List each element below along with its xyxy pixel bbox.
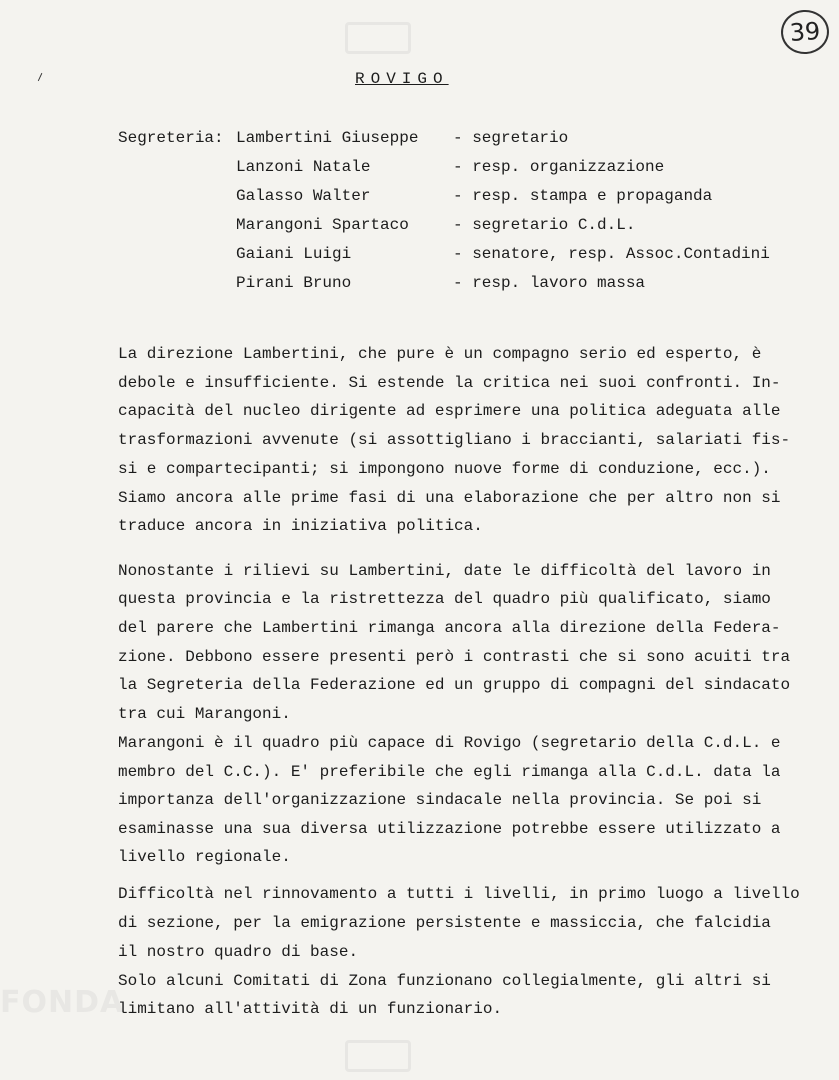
- page-number: 39: [780, 8, 831, 55]
- member-name: Marangoni Spartaco: [236, 216, 409, 234]
- paragraph-line: Marangoni è il quadro più capace di Rovigo (segretario della C.d.L. e: [118, 734, 781, 752]
- paragraph-line: limitano all'attività di un funzionario.: [118, 1000, 503, 1018]
- paragraph-line: si e compartecipanti; si impongono nuove forme di conduzione, ecc.).: [118, 460, 771, 478]
- paragraph-line: del parere che Lambertini rimanga ancora alla direzione della Federa-: [118, 619, 781, 637]
- paragraph-line: Difficoltà nel rinnovamento a tutti i livelli, in primo luogo a livello: [118, 885, 800, 903]
- secretariat-label: Segreteria:: [118, 129, 224, 147]
- paragraph-line: capacità del nucleo dirigente ad esprimere una politica adeguata alle: [118, 402, 781, 420]
- paragraph-line: questa provincia e la ristrettezza del quadro più qualificato, siamo: [118, 590, 771, 608]
- paragraph-line: il nostro quadro di base.: [118, 943, 359, 961]
- watermark-stamp-bottom: [345, 1040, 411, 1072]
- paragraph-line: esaminasse una sua diversa utilizzazione potrebbe essere utilizzato a: [118, 820, 781, 838]
- paragraph-line: livello regionale.: [118, 848, 291, 866]
- member-role: - segretario: [453, 129, 569, 147]
- member-name: Galasso Walter: [236, 187, 371, 205]
- paragraph-line: tra cui Marangoni.: [118, 705, 291, 723]
- member-role: - resp. organizzazione: [453, 158, 665, 176]
- watermark-text: FONDA: [0, 985, 125, 1020]
- paragraph-line: Nonostante i rilievi su Lambertini, date le difficoltà del lavoro in: [118, 562, 771, 580]
- paragraph-line: Solo alcuni Comitati di Zona funzionano collegialmente, gli altri si: [118, 972, 771, 990]
- paragraph-line: Siamo ancora alle prime fasi di una elaborazione che per altro non si: [118, 489, 781, 507]
- paragraph-line: importanza dell'organizzazione sindacale nella provincia. Se poi si: [118, 791, 762, 809]
- paragraph-line: la Segreteria della Federazione ed un gruppo di compagni del sindacato: [118, 676, 791, 694]
- member-role: - senatore, resp. Assoc.Contadini: [453, 245, 770, 263]
- paragraph-line: di sezione, per la emigrazione persistente e massiccia, che falcidia: [118, 914, 771, 932]
- paragraph-line: membro del C.C.). E' preferibile che egli rimanga alla C.d.L. data la: [118, 763, 781, 781]
- member-role: - segretario C.d.L.: [453, 216, 636, 234]
- member-role: - resp. stampa e propaganda: [453, 187, 713, 205]
- member-name: Lambertini Giuseppe: [236, 129, 419, 147]
- paragraph-line: traduce ancora in iniziativa politica.: [118, 517, 483, 535]
- member-name: Pirani Bruno: [236, 274, 352, 292]
- pen-mark-icon: ⸝: [31, 62, 47, 86]
- paragraph-line: zione. Debbono essere presenti però i contrasti che si sono acuiti tra: [118, 648, 791, 666]
- member-name: Lanzoni Natale: [236, 158, 371, 176]
- member-name: Gaiani Luigi: [236, 245, 352, 263]
- watermark-stamp-top: [345, 22, 411, 54]
- member-role: - resp. lavoro massa: [453, 274, 646, 292]
- paragraph-line: La direzione Lambertini, che pure è un compagno serio ed esperto, è: [118, 345, 762, 363]
- paragraph-line: debole e insufficiente. Si estende la critica nei suoi confronti. In-: [118, 374, 781, 392]
- page-title: ROVIGO: [355, 70, 449, 88]
- paragraph-line: trasformazioni avvenute (si assottigliano i braccianti, salariati fis-: [118, 431, 791, 449]
